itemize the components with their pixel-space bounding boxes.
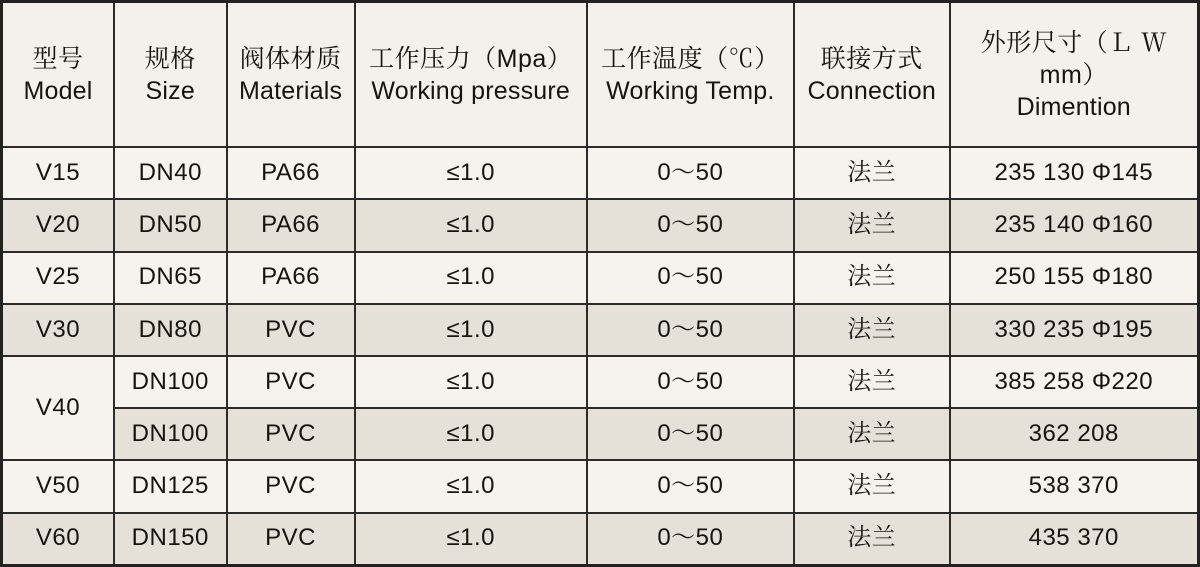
cell-size: DN150 [114, 513, 227, 566]
column-header-dimension [950, 2, 1199, 148]
table-row [2, 460, 1199, 512]
column-header-size-cn: 规格 [144, 44, 196, 73]
cell-materials: PA66 [227, 252, 355, 304]
cell-materials: PA66 [227, 199, 355, 251]
cell-dimension: 362 208 [950, 408, 1199, 460]
cell-working-pressure: ≤1.0 [355, 252, 587, 304]
column-header-model [2, 2, 115, 148]
cell-connection: 法兰 [794, 147, 950, 199]
cell-dimension: 235 130 Φ145 [950, 147, 1199, 199]
column-header-size-en: Size [145, 76, 195, 105]
cell-size: DN80 [114, 304, 227, 356]
cell-size: DN65 [114, 252, 227, 304]
cell-working-pressure: ≤1.0 [355, 408, 587, 460]
cell-working-temperature: 0～50 [587, 356, 794, 408]
cell-size: DN100 [114, 356, 227, 408]
cell-model: V15 [2, 147, 115, 199]
column-header-working-pressure-cn: 工作压力（Mpa） [369, 44, 573, 73]
cell-model: V25 [2, 252, 115, 304]
cell-working-pressure: ≤1.0 [355, 147, 587, 199]
column-header-dimension-cn: 外形尺寸（Ｌ Ｗ mm） [980, 28, 1167, 89]
cell-connection: 法兰 [794, 252, 950, 304]
cell-connection: 法兰 [794, 460, 950, 512]
cell-working-temperature: 0～50 [587, 147, 794, 199]
column-header-dimension-en: Dimention [1016, 92, 1131, 121]
cell-size: DN50 [114, 199, 227, 251]
cell-materials: PVC [227, 513, 355, 566]
cell-model: V40 [2, 356, 115, 460]
cell-dimension: 250 155 Φ180 [950, 252, 1199, 304]
cell-materials: PVC [227, 408, 355, 460]
table-row [2, 304, 1199, 356]
cell-size: DN100 [114, 408, 227, 460]
column-header-connection-en: Connection [807, 76, 936, 105]
table-row [2, 252, 1199, 304]
cell-dimension: 385 258 Φ220 [950, 356, 1199, 408]
cell-working-pressure: ≤1.0 [355, 513, 587, 566]
column-header-working-temperature-cn: 工作温度（℃） [601, 44, 780, 73]
column-header-working-pressure-en: Working pressure [371, 76, 571, 105]
cell-connection: 法兰 [794, 356, 950, 408]
column-header-connection-cn: 联接方式 [820, 44, 923, 73]
cell-connection: 法兰 [794, 199, 950, 251]
cell-materials: PVC [227, 304, 355, 356]
cell-working-temperature: 0～50 [587, 252, 794, 304]
table-row [2, 356, 1199, 408]
cell-model: V20 [2, 199, 115, 251]
column-header-model-en: Model [23, 76, 93, 105]
table-row [2, 147, 1199, 199]
cell-dimension: 330 235 Φ195 [950, 304, 1199, 356]
cell-model: V30 [2, 304, 115, 356]
cell-size: DN125 [114, 460, 227, 512]
cell-dimension: 435 370 [950, 513, 1199, 566]
cell-dimension: 538 370 [950, 460, 1199, 512]
cell-working-temperature: 0～50 [587, 199, 794, 251]
cell-size: DN40 [114, 147, 227, 199]
cell-materials: PVC [227, 356, 355, 408]
cell-working-temperature: 0～50 [587, 460, 794, 512]
cell-connection: 法兰 [794, 408, 950, 460]
cell-connection: 法兰 [794, 304, 950, 356]
cell-working-temperature: 0～50 [587, 513, 794, 566]
cell-materials: PA66 [227, 147, 355, 199]
table-header-row [2, 2, 1199, 148]
column-header-model-cn: 型号 [32, 44, 84, 73]
column-header-working-temperature-en: Working Temp. [606, 76, 775, 105]
cell-working-pressure: ≤1.0 [355, 304, 587, 356]
cell-working-temperature: 0～50 [587, 408, 794, 460]
cell-model: V60 [2, 513, 115, 566]
column-header-materials-en: Materials [238, 76, 343, 105]
table-row [2, 408, 1199, 460]
column-header-working-pressure [355, 2, 587, 148]
cell-model: V50 [2, 460, 115, 512]
column-header-materials-cn: 阀体材质 [239, 44, 342, 73]
column-header-connection [794, 2, 950, 148]
table-row [2, 199, 1199, 251]
cell-working-pressure: ≤1.0 [355, 356, 587, 408]
column-header-size [114, 2, 227, 148]
cell-working-temperature: 0～50 [587, 304, 794, 356]
table-row [2, 513, 1199, 566]
cell-working-pressure: ≤1.0 [355, 460, 587, 512]
cell-connection: 法兰 [794, 513, 950, 566]
cell-materials: PVC [227, 460, 355, 512]
column-header-working-temperature [587, 2, 794, 148]
cell-working-pressure: ≤1.0 [355, 199, 587, 251]
column-header-materials [227, 2, 355, 148]
cell-dimension: 235 140 Φ160 [950, 199, 1199, 251]
